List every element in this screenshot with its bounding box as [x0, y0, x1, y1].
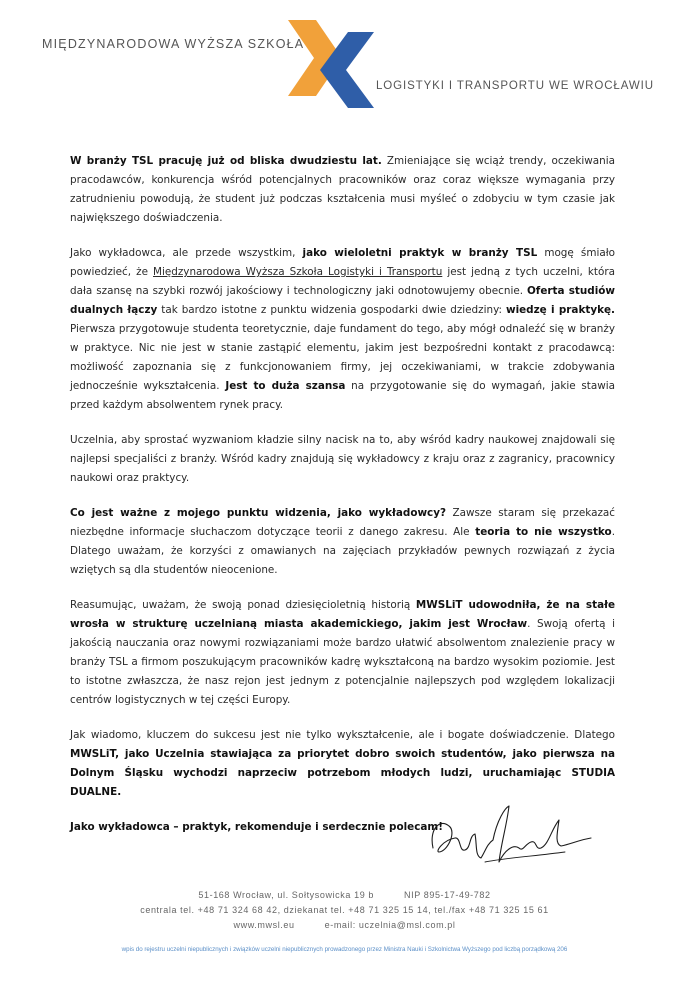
p5-t2: . Swoją ofertą i jakością nauczania oraz nowymi rozwiązaniami może bardzo ułatwić absolwentom znalezienie pracy w branży TSL a firmom poszukującym pracowników kadrę wykształconą na bardzo wysokim poziomie. Jest to istotne zwłaszcza, że nasz rejon jest jednym z potencjalnie najlepszych pod względem lokalizacji centrów logistycznych w tej części Europy. — [70, 618, 615, 706]
p4-t2: . Dlatego uważam, że korzyści z omawianych na zajęciach przykładów pewnych rozwiązań z życia wziętych są dla studentów nieocenione. — [70, 526, 615, 576]
p2-t2: mogę śmiało powiedzieć, że — [70, 247, 616, 278]
p6-t1: Jak wiadomo, kluczem do sukcesu jest nie tylko wykształcenie, ale i bogate doświadczenie. Dlatego — [70, 729, 615, 741]
p5-t1: Reasumując, uważam, że swoją ponad dziesięcioletnią historią — [70, 599, 416, 611]
paragraph-4 — [70, 504, 615, 580]
p2-b1: jako wieloletni praktyk w branży TSL — [302, 247, 538, 259]
p4-t1: Zawsze staram się przekazać niezbędne informacje słuchaczom dotyczące teorii z danego zakresu. Ale — [70, 507, 616, 538]
p1-text: Zmieniające się wciąż trendy, oczekiwania pracodawców, konkurencja wśród potencjalnych pracowników oraz coraz większe wymagania przy zatrudnieniu powodują, że student już podczas kształcenia musi myśleć o zdobyciu w tym czasie jak największego doświadczenia. — [70, 155, 615, 224]
p4-b1: Co jest ważne z mojego punktu widzenia, jako wykładowcy? — [70, 507, 447, 519]
handwritten-signature — [425, 800, 600, 872]
letter-body — [70, 152, 615, 853]
letterhead — [0, 0, 689, 110]
p2-t3: jest jedną z tych uczelni, która dała szansę na szybki rozwój jakościowy i technologiczny jaki odnotowujemy obecnie. — [70, 266, 615, 297]
paragraph-6 — [70, 726, 615, 802]
footer-contact — [0, 888, 689, 933]
footer-email[interactable]: e-mail: uczelnia@msl.com.pl — [324, 920, 456, 930]
footer-line-web — [0, 918, 689, 933]
p2-b3: wiedzę i praktykę. — [505, 304, 615, 316]
university-name: MIĘDZYNARODOWA WYŻSZA SZKOŁA — [42, 37, 305, 51]
university-logo — [286, 18, 376, 110]
p2-t6: na przygotowanie się do wymagań, jakie stawia przed każdym absolwentem rynek pracy. — [70, 380, 615, 411]
p4-b2: teoria to nie wszystko — [475, 526, 612, 538]
p5-b1: MWSLiT udowodniła, że na stałe wrosła w strukturę uczelnianą miasta akademickiego, jakim jest Wrocław — [70, 599, 615, 630]
p2-university-link: Międzynarodowa Wyższa Szkoła Logistyki i Transportu — [153, 266, 443, 278]
university-subtitle: LOGISTYKI I TRANSPORTU WE WROCŁAWIU — [376, 80, 654, 92]
paragraph-5 — [70, 596, 615, 710]
footer-legal-notice: wpis do rejestru uczelni niepublicznych i związków uczelni niepublicznych prowadzonego przez Ministra Nauki i Szkolnictwa Wyższego pod liczbą porządkową 206 — [121, 946, 568, 953]
p2-b4: Jest to duża szansa — [225, 380, 346, 392]
p1-lead: W branży TSL pracuję już od bliska dwudziestu lat. — [70, 155, 382, 167]
closing-text: Jako wykładowca – praktyk, rekomenduje i serdecznie polecam! — [70, 821, 443, 833]
p6-b1: MWSLiT, jako Uczelnia stawiająca za priorytet dobro swoich studentów, jako pierwsza na Dolnym Śląsku wychodzi naprzeciw potrzebom młodych ludzi, uruchamiając STUDIA DUALNE. — [70, 748, 615, 798]
footer-website[interactable]: www.mwsl.eu — [233, 920, 295, 930]
p2-b2: Oferta studiów dualnych łączy — [70, 285, 615, 316]
paragraph-2 — [70, 244, 615, 415]
p2-t5: Pierwsza przygotowuje studenta teoretycznie, daje fundament do tego, aby mógł odnaleźć się w branży w praktyce. Nic nie jest w stanie zastąpić elementu, jakim jest bezpośredni kontakt z pracodawcą: możliwość zapoznania się z funkcjonowaniem firmy, jej oczekiwaniami, w trakcie zdobywania jednocześnie wykształcenia. — [70, 323, 615, 392]
paragraph-1 — [70, 152, 615, 228]
p2-t1: Jako wykładowca, ale przede wszystkim, — [70, 247, 303, 259]
paragraph-3: Uczelnia, aby sprostać wyzwaniom kładzie silny nacisk na to, aby wśród kadry naukowej znajdowali się najlepsi specjaliści z branży. Wśród kadry znajdują się wykładowcy z kraju oraz z zagranicy, pracownicy naukowi oraz praktycy. — [70, 434, 615, 484]
footer-nip: NIP 895-17-49-782 — [404, 890, 491, 900]
footer-phones: centrala tel. +48 71 324 68 42, dziekanat tel. +48 71 325 15 14, tel./fax +48 71 325 15 61 — [140, 905, 549, 915]
p2-t4: tak bardzo istotne z punktu widzenia gospodarki dwie dziedziny: — [157, 304, 506, 316]
footer-address: 51-168 Wrocław, ul. Sołtysowicka 19 b — [198, 890, 374, 900]
footer-line-address — [0, 888, 689, 903]
